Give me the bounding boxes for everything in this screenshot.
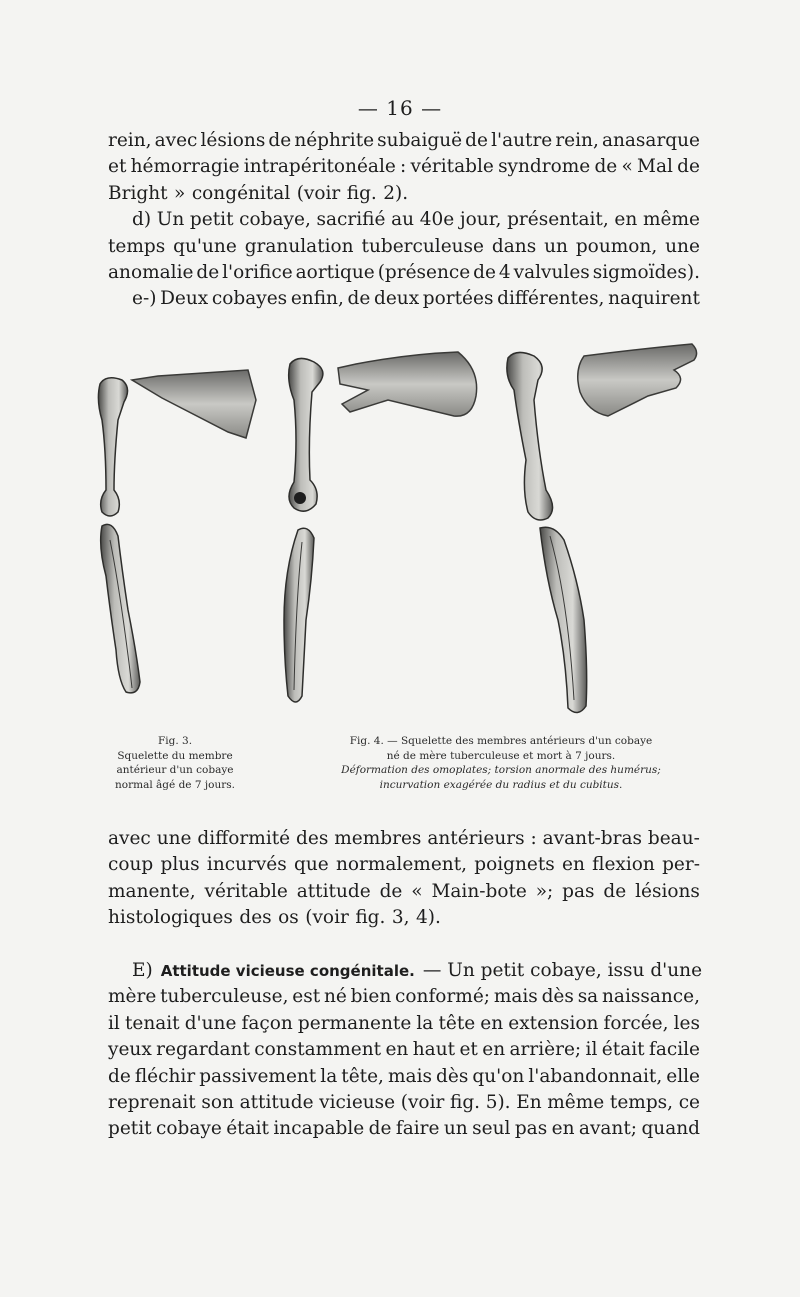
section-heading: Attitude vicieuse congénitale. bbox=[160, 962, 415, 980]
word: per- bbox=[662, 854, 700, 876]
text-line bbox=[108, 852, 700, 878]
word: ce bbox=[678, 1091, 700, 1113]
word: plus bbox=[160, 854, 200, 876]
word: fig. bbox=[449, 1091, 481, 1113]
word: de bbox=[594, 156, 618, 178]
humerus bbox=[289, 358, 323, 511]
word: l'autre bbox=[491, 130, 553, 151]
word: un bbox=[443, 1118, 468, 1140]
word: beau- bbox=[647, 828, 700, 849]
word: temps, bbox=[609, 1091, 674, 1113]
figure3-illustration bbox=[98, 370, 256, 693]
word: lésions bbox=[635, 880, 700, 902]
word: avec bbox=[108, 828, 151, 849]
word: extension bbox=[508, 1012, 599, 1034]
word: os bbox=[278, 907, 299, 929]
word: même bbox=[547, 1091, 605, 1113]
word: de bbox=[368, 1118, 392, 1140]
word: incapable bbox=[273, 1118, 365, 1140]
word: mais bbox=[493, 986, 538, 1008]
word: congénital bbox=[191, 182, 291, 204]
word: (présence bbox=[377, 261, 471, 283]
word: que bbox=[294, 854, 329, 876]
text-line bbox=[108, 1090, 700, 1116]
word: bien bbox=[350, 986, 392, 1008]
text-line bbox=[108, 154, 700, 180]
word: petit bbox=[189, 209, 234, 231]
word: jour, bbox=[459, 209, 502, 231]
word: poignets bbox=[474, 854, 555, 876]
word: histologiques bbox=[108, 907, 233, 929]
word: lésions bbox=[200, 130, 266, 151]
text-line bbox=[108, 1037, 700, 1063]
word: véritable bbox=[204, 880, 288, 902]
word: passivement bbox=[199, 1065, 317, 1087]
word: »; bbox=[535, 880, 554, 902]
word: naquirent bbox=[608, 288, 700, 310]
word: était bbox=[226, 1118, 269, 1140]
word: fig. bbox=[355, 907, 386, 929]
figure4-caption bbox=[295, 734, 707, 792]
word: elle bbox=[666, 1065, 700, 1087]
text-line bbox=[108, 905, 700, 931]
forearm bbox=[540, 527, 587, 712]
word: permanente bbox=[297, 1012, 412, 1034]
word: syndrome bbox=[498, 156, 591, 178]
text-line bbox=[108, 1064, 700, 1090]
word: façon bbox=[241, 1012, 293, 1034]
paragraph-bottom bbox=[108, 958, 703, 1143]
word: Main-bote bbox=[431, 880, 527, 902]
word: difformité bbox=[197, 828, 291, 849]
word: temps bbox=[108, 235, 166, 257]
page-number: — 16 — bbox=[357, 96, 443, 120]
text-line bbox=[108, 826, 700, 852]
word: en bbox=[551, 1118, 575, 1140]
word: tête bbox=[438, 1012, 476, 1034]
word: différentes, bbox=[497, 288, 605, 310]
figure3-caption bbox=[100, 734, 250, 792]
word: dès bbox=[541, 986, 574, 1008]
word: il bbox=[585, 1039, 598, 1061]
word: de bbox=[347, 288, 371, 310]
text-line bbox=[108, 260, 700, 286]
word: attitude bbox=[239, 1091, 314, 1113]
text-line bbox=[108, 234, 700, 260]
forearm bbox=[101, 524, 140, 693]
caption-line: né de mère tuberculeuse et mort à 7 jours. bbox=[386, 749, 616, 762]
text-line bbox=[108, 181, 700, 207]
word: deux bbox=[373, 288, 420, 310]
word: il bbox=[108, 1012, 120, 1034]
word: Mal bbox=[637, 156, 673, 178]
word: conformé; bbox=[395, 986, 491, 1008]
word: hémorragie bbox=[130, 156, 240, 178]
word: véritable bbox=[410, 156, 494, 178]
word: seul bbox=[472, 1118, 511, 1140]
word: facile bbox=[648, 1039, 700, 1061]
word: aortique bbox=[295, 261, 375, 283]
word: né bbox=[323, 986, 347, 1008]
word: la bbox=[416, 1012, 434, 1034]
word: 40e bbox=[419, 209, 455, 231]
word: des bbox=[239, 907, 272, 929]
word: anasarque bbox=[601, 130, 700, 151]
word: fig. bbox=[346, 182, 377, 204]
word: des bbox=[296, 828, 329, 849]
word: incurvés bbox=[206, 854, 287, 876]
word: Un bbox=[156, 209, 185, 231]
word: de bbox=[379, 880, 403, 902]
word: son bbox=[201, 1091, 234, 1113]
word: néphrite bbox=[294, 130, 375, 151]
heading-rest: — Un petit cobaye, issu d'une bbox=[422, 960, 703, 981]
caption-line: Fig. 3. bbox=[157, 735, 193, 747]
text-line bbox=[108, 128, 700, 154]
word: (voir bbox=[400, 1091, 445, 1113]
word: flexion bbox=[592, 854, 655, 876]
text-line bbox=[108, 958, 703, 984]
word: mère bbox=[108, 986, 157, 1008]
word: tuberculeuse bbox=[361, 235, 484, 257]
bone-figures bbox=[88, 340, 710, 720]
figure4-left-illustration bbox=[284, 352, 477, 702]
word: » bbox=[174, 182, 186, 204]
word: sa bbox=[577, 986, 599, 1008]
word: en bbox=[482, 1039, 506, 1061]
word: fléchir bbox=[134, 1065, 196, 1087]
scapula bbox=[132, 370, 256, 438]
word: valvules bbox=[513, 261, 590, 283]
word: faire bbox=[395, 1118, 440, 1140]
word: manente, bbox=[108, 880, 196, 902]
word: et bbox=[459, 1039, 478, 1061]
caption-line: Déformation des omoplates; torsion anormale des humérus; bbox=[341, 764, 661, 776]
forearm bbox=[284, 528, 314, 702]
caption-line: incurvation exagérée du radius et du cubitus. bbox=[379, 778, 623, 791]
word: une bbox=[665, 235, 700, 257]
word: d'une bbox=[184, 1012, 237, 1034]
humerus bbox=[507, 352, 553, 520]
word: attitude bbox=[296, 880, 371, 902]
word: cobaye, bbox=[239, 209, 311, 231]
word: de bbox=[196, 261, 220, 283]
word: quand bbox=[641, 1118, 700, 1140]
word: mais bbox=[388, 1065, 432, 1087]
word: naissance, bbox=[602, 986, 700, 1008]
word: de bbox=[268, 130, 292, 151]
word: la bbox=[320, 1065, 338, 1087]
word: membres bbox=[334, 828, 422, 849]
word: tenait bbox=[124, 1012, 180, 1034]
word: 4 bbox=[498, 261, 511, 283]
word: reprenait bbox=[108, 1091, 196, 1113]
word: en bbox=[385, 1039, 409, 1061]
scapula bbox=[578, 344, 697, 416]
word: : bbox=[530, 828, 537, 849]
word: de bbox=[603, 880, 627, 902]
word: yeux bbox=[108, 1039, 152, 1061]
word: 2). bbox=[383, 182, 409, 204]
caption-line: antérieur d'un cobaye bbox=[116, 764, 234, 776]
word: dès bbox=[436, 1065, 469, 1087]
word: Deux bbox=[160, 288, 209, 310]
word: anomalie bbox=[108, 261, 194, 283]
word: 5). bbox=[485, 1091, 511, 1113]
word: cobaye bbox=[156, 1118, 222, 1140]
word: 4). bbox=[415, 907, 441, 929]
word: poumon, bbox=[575, 235, 658, 257]
word: arrière; bbox=[509, 1039, 582, 1061]
paragraph-top bbox=[108, 128, 700, 313]
word: « bbox=[621, 156, 633, 178]
word: l'orifice bbox=[222, 261, 293, 283]
word: tuberculeuse, bbox=[160, 986, 289, 1008]
caption-line: Fig. 4. — Squelette des membres antérieurs d'un cobaye bbox=[349, 735, 653, 747]
word: avant; bbox=[578, 1118, 638, 1140]
word: enfin, bbox=[290, 288, 344, 310]
word: de bbox=[473, 261, 496, 283]
word: une bbox=[156, 828, 192, 849]
humerus bbox=[98, 378, 127, 516]
word: regardant bbox=[156, 1039, 250, 1061]
word: tête, bbox=[341, 1065, 384, 1087]
word: « bbox=[411, 880, 423, 902]
caption-line: normal âgé de 7 jours. bbox=[115, 778, 235, 791]
word: e-) bbox=[132, 288, 157, 310]
scapula bbox=[338, 352, 477, 416]
word: En bbox=[516, 1091, 542, 1113]
word: Bright bbox=[108, 182, 168, 204]
word: intrapéritonéale bbox=[243, 156, 396, 178]
word: constamment bbox=[254, 1039, 382, 1061]
word: au bbox=[391, 209, 415, 231]
caption-line: Squelette du membre bbox=[117, 749, 233, 762]
word: portées bbox=[422, 288, 494, 310]
word: coup bbox=[108, 854, 154, 876]
word: rein, bbox=[108, 130, 152, 151]
word: même bbox=[642, 209, 700, 231]
word: et bbox=[108, 156, 127, 178]
text-line bbox=[108, 984, 700, 1010]
word: en bbox=[614, 209, 638, 231]
word: en bbox=[562, 854, 585, 876]
word: avec bbox=[154, 130, 198, 151]
word: de bbox=[108, 1065, 131, 1087]
word: pas bbox=[514, 1118, 548, 1140]
word: rein, bbox=[555, 130, 599, 151]
word: de bbox=[465, 130, 488, 151]
word: pas bbox=[562, 880, 595, 902]
word: avant-bras bbox=[542, 828, 642, 849]
word: l'abandonnait, bbox=[528, 1065, 663, 1087]
text-line bbox=[108, 1116, 700, 1142]
word: 3, bbox=[391, 907, 410, 929]
word: présentait, bbox=[507, 209, 609, 231]
word: d) bbox=[132, 209, 152, 231]
word: forcée, bbox=[603, 1012, 669, 1034]
figure4-right-illustration bbox=[507, 344, 697, 713]
word: subaiguë bbox=[377, 130, 463, 151]
word: antérieurs bbox=[427, 828, 525, 849]
word: granulation bbox=[244, 235, 354, 257]
word: dans bbox=[491, 235, 537, 257]
word: (voir bbox=[305, 907, 349, 929]
word: (voir bbox=[296, 182, 341, 204]
word: sigmoïdes). bbox=[592, 261, 700, 283]
word: qu'une bbox=[173, 235, 237, 257]
word: vicieuse bbox=[319, 1091, 396, 1113]
text-line bbox=[108, 207, 700, 233]
word: était bbox=[601, 1039, 645, 1061]
word: en bbox=[480, 1012, 504, 1034]
word: petit bbox=[108, 1118, 152, 1140]
word: est bbox=[292, 986, 321, 1008]
word: de bbox=[677, 156, 700, 178]
paragraph-middle bbox=[108, 826, 700, 932]
section-label: E) bbox=[132, 960, 153, 981]
word: qu'on bbox=[472, 1065, 525, 1087]
word: un bbox=[544, 235, 568, 257]
text-line bbox=[108, 286, 700, 312]
word: normalement, bbox=[335, 854, 468, 876]
word: haut bbox=[412, 1039, 456, 1061]
text-line bbox=[108, 879, 700, 905]
word: : bbox=[400, 156, 407, 178]
word: sacrifié bbox=[316, 209, 386, 231]
text-line bbox=[108, 1011, 700, 1037]
word: les bbox=[673, 1012, 700, 1034]
word: cobayes bbox=[211, 288, 288, 310]
